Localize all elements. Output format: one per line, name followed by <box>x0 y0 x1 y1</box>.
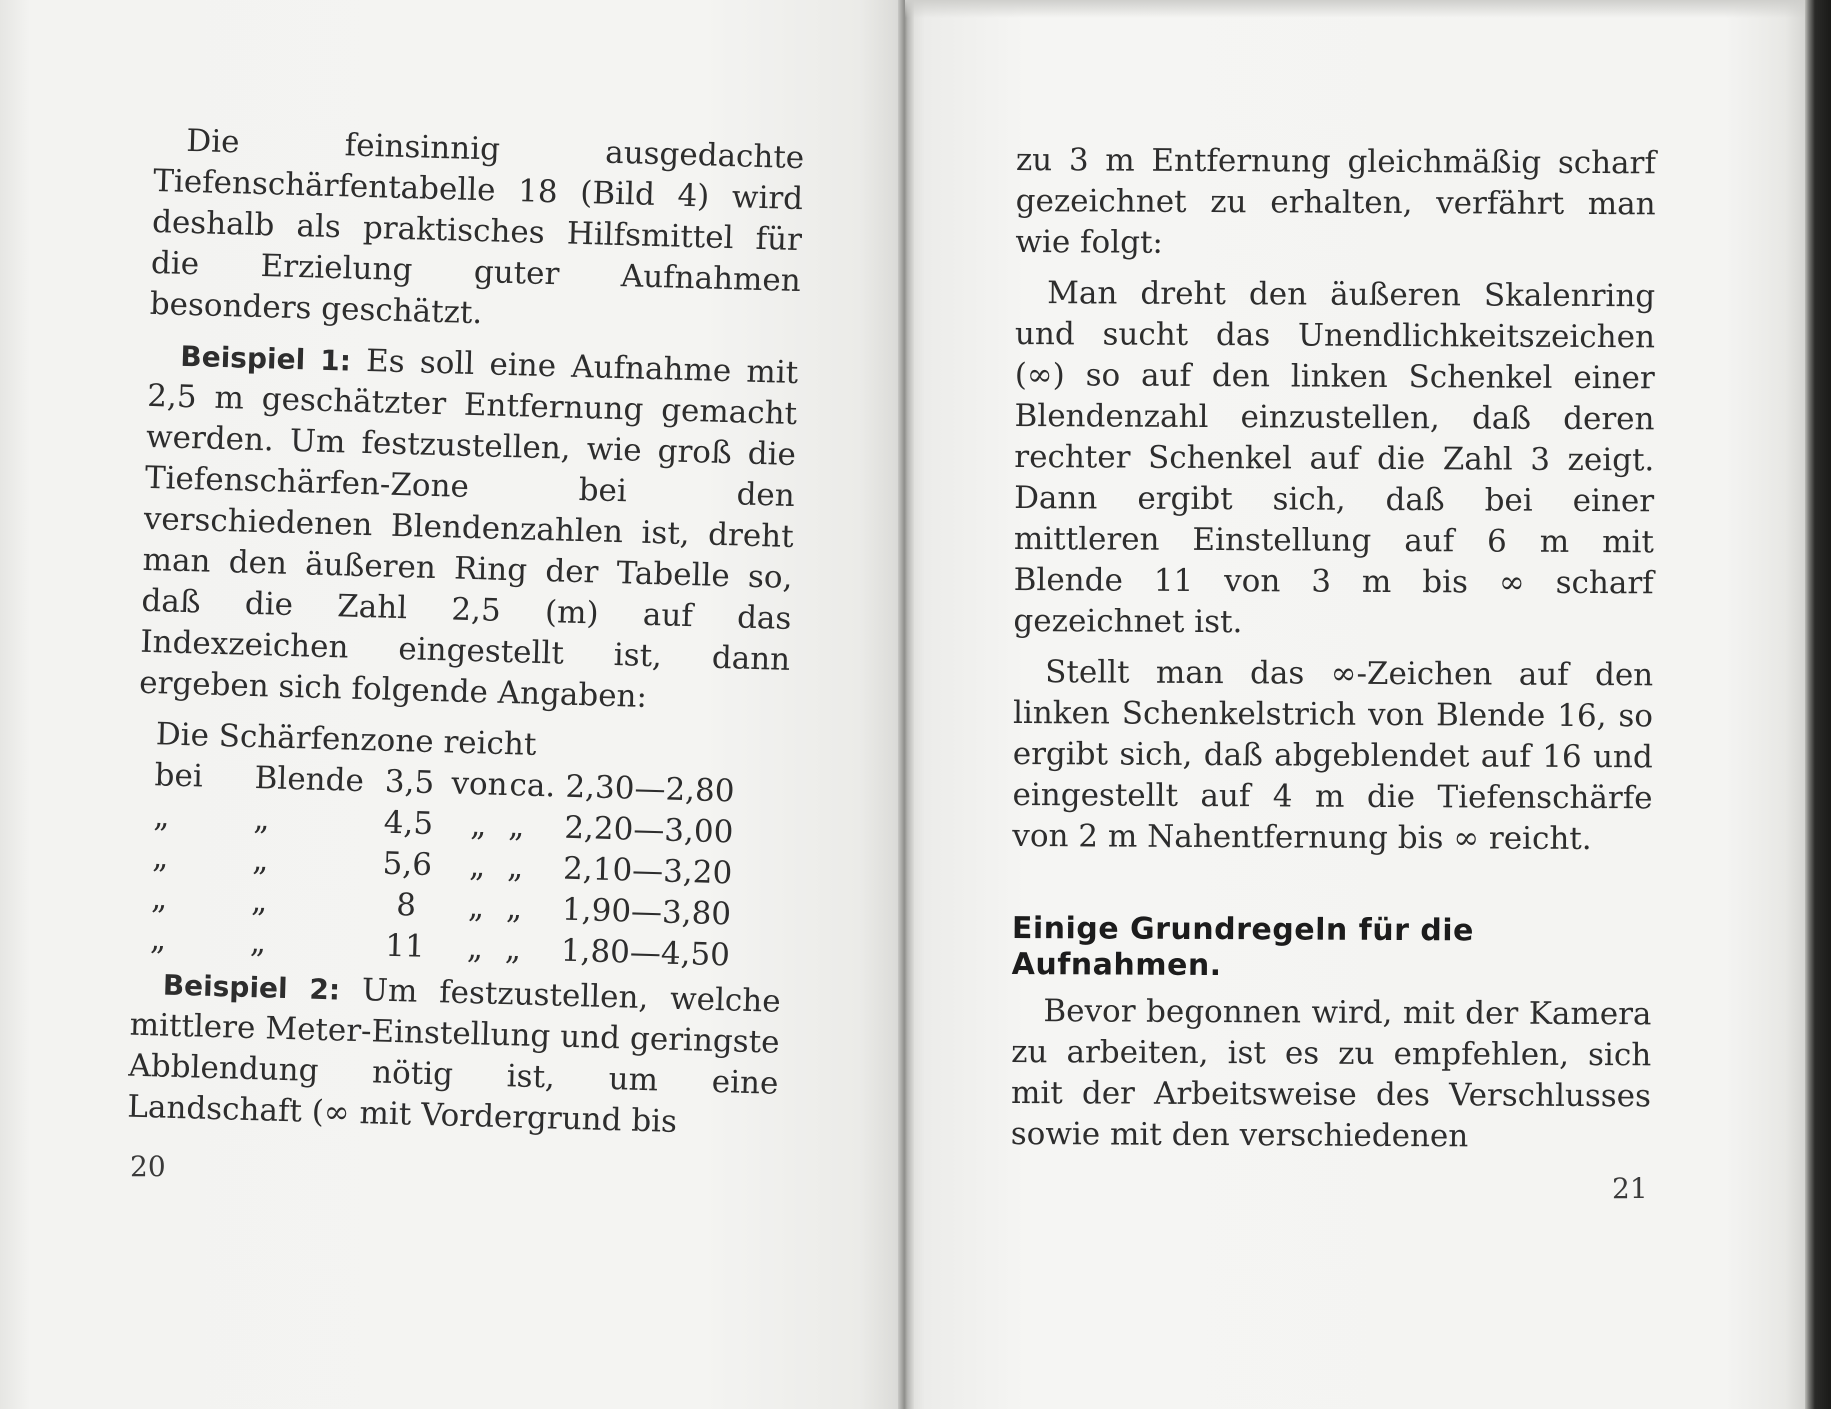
table-cell: „ <box>151 839 169 876</box>
table-cell: von <box>451 765 509 804</box>
table-intro: Die Schärfenzone reicht <box>155 716 537 763</box>
table-cell: „ <box>468 848 486 885</box>
page-top-shadow <box>905 0 1805 18</box>
section-heading: Einige Grundregeln für die Aufnahmen. <box>1011 910 1475 984</box>
right-page-text <box>1011 140 1656 1168</box>
table-cell: 5,6 <box>382 845 433 884</box>
table-cell: 1,80—4,50 <box>560 932 731 974</box>
table-cell: „ <box>251 842 269 879</box>
table-cell: „ <box>469 807 487 844</box>
table-cell: Blende <box>254 760 365 800</box>
example-1-label: Beispiel 1: <box>179 339 352 378</box>
table-cell: „ <box>507 808 525 845</box>
aperture-table <box>150 755 735 976</box>
table-cell: ca. <box>509 767 556 805</box>
table-cell: 4,5 <box>383 804 434 843</box>
table-cell: „ <box>150 880 168 917</box>
example-1-text: Es soll eine Aufnahme mit 2,5 m geschätzter Entfernung gemacht werden. Um festzustellen, wie groß die Tiefenschärfen-Zone bei den verschiedenen Blendenzahlen ist, dreht man den äußeren Ring der Tabelle so, daß die Zahl 2,5 (m) auf das Indexzeichen eingestellt ist, dann ergeben sich folgende Angaben: <box>138 342 799 715</box>
table-cell: „ <box>506 849 524 886</box>
left-paragraph-1: Die feinsinnig ausgedachte Tiefenschärfentabelle 18 (Bild 4) wird deshalb als praktisches Hilfsmittel für die Erzielung guter Aufnahmen besonders geschätzt. <box>149 122 805 332</box>
left-page-text <box>127 120 805 1156</box>
table-cell: „ <box>505 890 523 927</box>
page-number-left: 20 <box>130 1150 166 1183</box>
right-paragraph-1: zu 3 m Entfernung gleichmäßig scharf gezeichnet zu erhalten, verfährt man wie folgt: <box>1015 141 1656 261</box>
table-cell: 2,20—3,00 <box>563 809 734 851</box>
example-2-paragraph <box>127 964 781 1146</box>
table-cell: „ <box>153 798 171 835</box>
page-number-right: 21 <box>1612 1172 1648 1205</box>
table-cell: 3,5 <box>384 763 435 802</box>
table-cell: „ <box>249 923 267 961</box>
example-2-label: Beispiel 2: <box>162 968 341 1007</box>
right-paragraph-3: Stellt man das ∞-Zeichen auf den linken Schenkelstrich von Blende 16, so ergibt sich, daß abgeblendet auf 16 und eingestellt auf 4 m die Tiefenschärfe von 2 m Nahentfernung bis ∞ reicht. <box>1012 654 1654 858</box>
table-cell: „ <box>504 931 522 968</box>
table-cell: bei <box>154 757 204 795</box>
book-edge <box>1805 0 1831 1409</box>
table-cell: „ <box>466 930 484 967</box>
example-1-paragraph <box>139 335 799 722</box>
book-gutter <box>898 0 914 1409</box>
table-cell: 2,30—2,80 <box>564 768 735 810</box>
example-2-text: Um festzustellen, welche mittlere Meter-Einstellung und geringste Abblendung nötig ist, um eine Landschaft (∞ mit Vordergrund bis <box>126 972 782 1140</box>
table-cell: 1,90—3,80 <box>561 891 732 933</box>
table-cell: 8 <box>395 887 417 924</box>
table-cell: „ <box>149 921 167 958</box>
table-cell: „ <box>253 801 271 838</box>
right-paragraph-4: Bevor begonnen wird, mit der Kamera zu arbeiten, ist es zu empfehlen, sich mit der Arbeitsweise des Verschlusses sowie mit den verschiedenen <box>1010 993 1652 1155</box>
table-cell: 11 <box>384 927 426 965</box>
table-cell: „ <box>250 882 268 920</box>
table-cell: 2,10—3,20 <box>562 850 733 892</box>
table-cell: „ <box>467 889 485 926</box>
right-paragraph-2: Man dreht den äußeren Skalenring und sucht das Unendlichkeitszeichen (∞) so auf den linken Schenkel einer Blendenzahl einzustellen, daß deren rechter Schenkel auf die Zahl 3 zeigt. Dann ergibt sich, daß bei einer mittleren Einstellung auf 6 m mit Blende 11 von 3 m bis ∞ scharf gezeichnet ist. <box>1013 275 1656 641</box>
